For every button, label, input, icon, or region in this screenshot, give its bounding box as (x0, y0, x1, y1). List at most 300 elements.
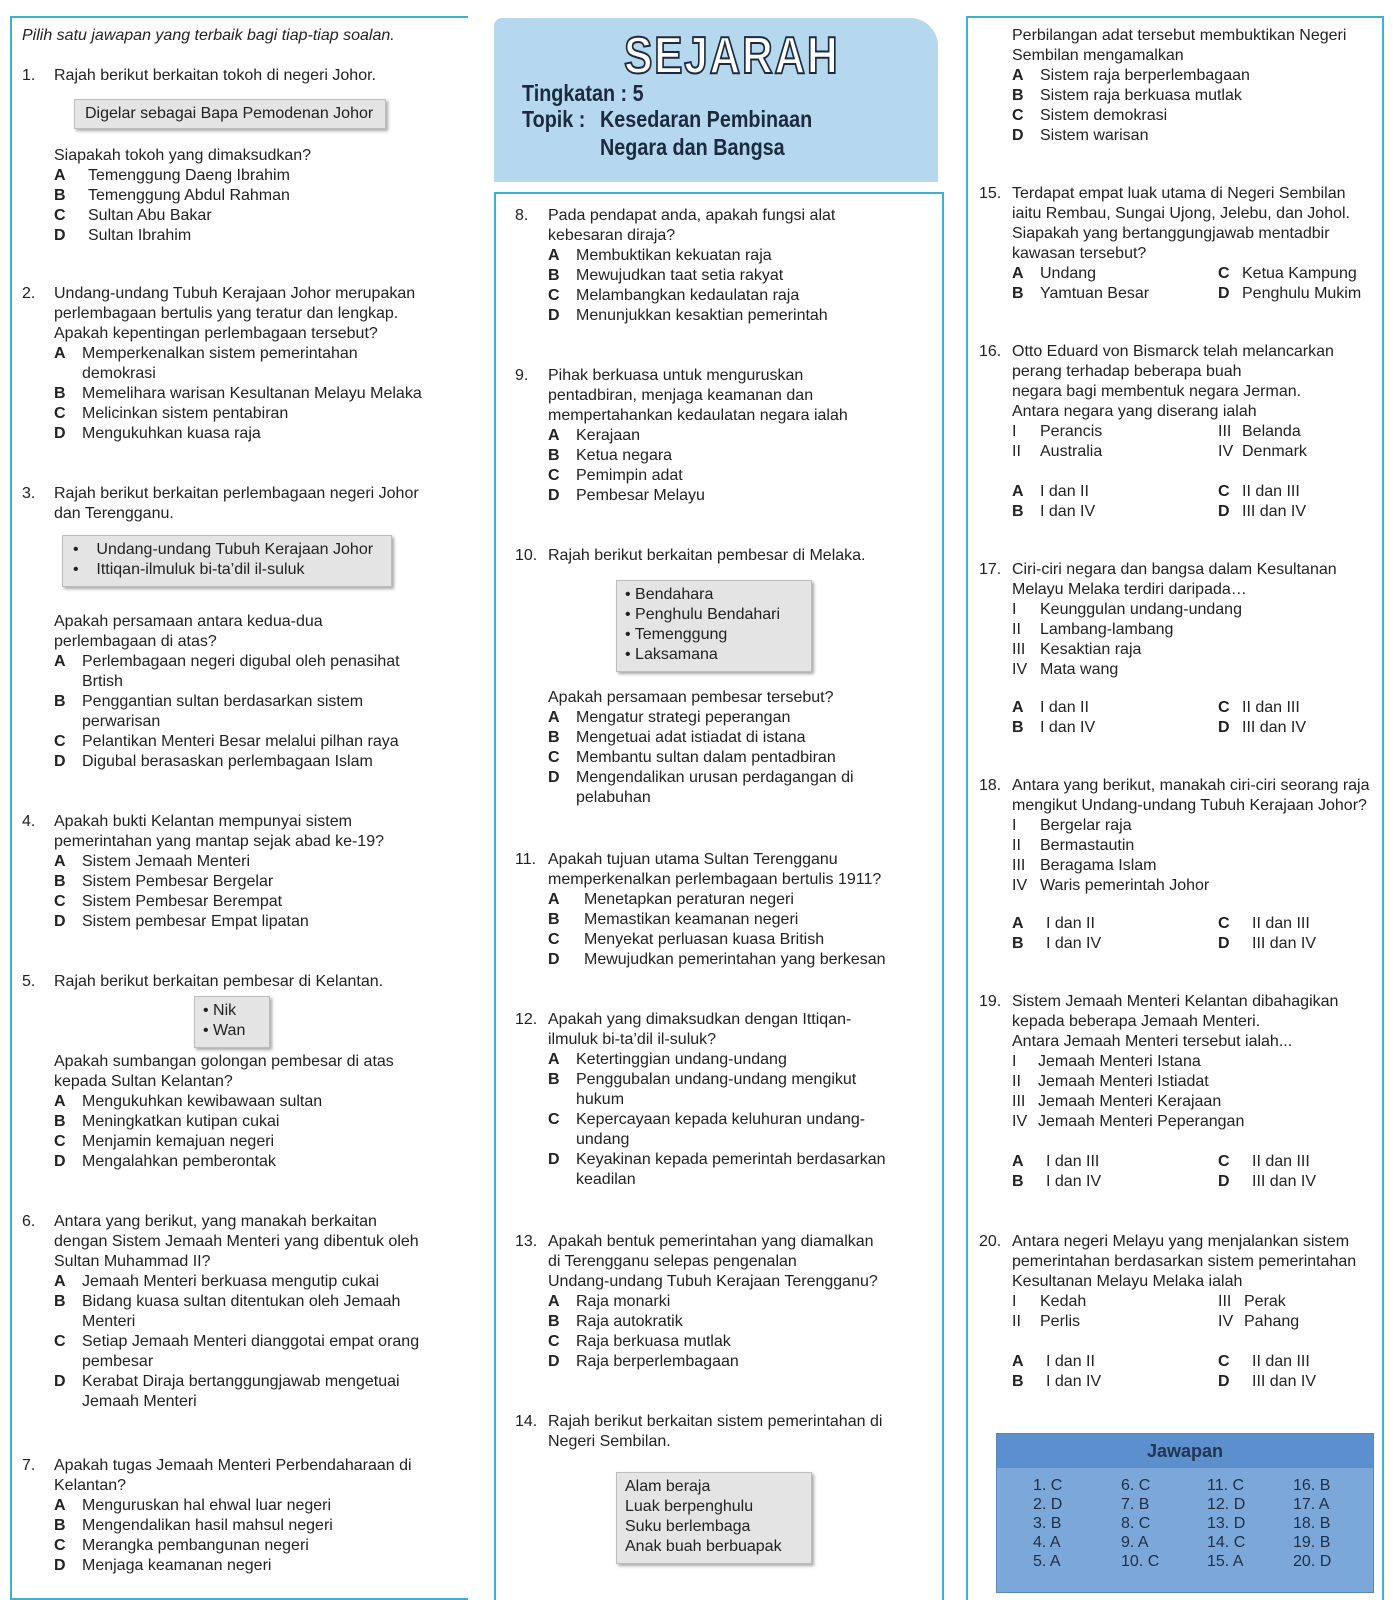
q19-option-b: I dan IV (1046, 1173, 1102, 1190)
q3-number: 3. (22, 485, 36, 502)
q7-option-a: Menguruskan hal ehwal luar negeri (82, 1497, 332, 1514)
answer-item: 11. C (1207, 1477, 1245, 1494)
answer-item: 15. A (1207, 1553, 1244, 1570)
option-letter: C (548, 931, 560, 948)
option-letter: C (1218, 915, 1230, 932)
option-letter: C (548, 287, 560, 304)
option-letter: B (1012, 87, 1024, 104)
q2-option-a-cont: demokrasi (82, 365, 156, 382)
option-letter: B (1012, 285, 1024, 302)
option-letter: A (1012, 1153, 1024, 1170)
q11-stem-2: memperkenalkan perlembagaan bertulis 1911? (548, 871, 882, 888)
q18-item-ii: Bermastautin (1040, 837, 1135, 854)
answer-item: 18. B (1293, 1515, 1331, 1532)
option-letter: A (1012, 699, 1024, 716)
option-letter: B (54, 385, 66, 402)
option-letter: B (548, 447, 560, 464)
roman-numeral: II (1012, 1073, 1021, 1090)
q17-item-iii: Kesaktian raja (1040, 641, 1142, 658)
q5-stem: Rajah berikut berkaitan pembesar di Kelantan. (54, 973, 384, 990)
q11-option-d: Mewujudkan pemerintahan yang berkesan (584, 951, 886, 968)
q1-question: Siapakah tokoh yang dimaksudkan? (54, 147, 312, 164)
q2-option-b: Memelihara warisan Kesultanan Melayu Melaka (82, 385, 422, 402)
q2-option-c: Melicinkan sistem pentabiran (82, 405, 289, 422)
q18-option-a: I dan II (1046, 915, 1095, 932)
q12-option-d-cont: keadilan (576, 1171, 636, 1188)
q2-option-a: Memperkenalkan sistem pemerintahan (82, 345, 358, 362)
option-letter: C (1218, 483, 1230, 500)
answer-item: 10. C (1121, 1553, 1160, 1570)
q12-stem-1: Apakah yang dimaksudkan dengan Ittiqan- (548, 1011, 852, 1028)
answer-item: 17. A (1293, 1496, 1330, 1513)
option-letter: B (548, 911, 560, 928)
option-letter: B (54, 1113, 66, 1130)
tingkatan-label: Tingkatan : 5 (522, 80, 644, 106)
q11-stem-1: Apakah tujuan utama Sultan Terengganu (548, 851, 838, 868)
q1-option-c: Sultan Abu Bakar (88, 207, 212, 224)
q18-item-i: Bergelar raja (1040, 817, 1132, 834)
q4-stem-2: pemerintahan yang mantap sejak abad ke-19? (54, 833, 384, 850)
q6-option-b: Bidang kuasa sultan ditentukan oleh Jemaah (82, 1293, 401, 1310)
option-letter: B (548, 1313, 560, 1330)
q20-option-a: I dan II (1046, 1353, 1095, 1370)
topik-line-1: Kesedaran Pembinaan (600, 106, 813, 132)
option-letter: D (54, 1153, 66, 1170)
roman-numeral: III (1012, 857, 1026, 874)
q14-figure-box (616, 1472, 812, 1564)
q8-option-a: Membuktikan kekuatan raja (576, 247, 772, 264)
q19-stem-2: kepada beberapa Jemaah Menteri. (1012, 1013, 1261, 1030)
roman-numeral: IV (1012, 1113, 1028, 1130)
q8-option-d: Menunjukkan kesaktian pemerintah (576, 307, 828, 324)
q15-number: 15. (979, 185, 1002, 202)
answer-item: 12. D (1207, 1496, 1246, 1513)
q15-option-a: Undang (1040, 265, 1097, 282)
q15-stem-3: Siapakah yang bertanggungjawab mentadbir (1012, 225, 1330, 242)
q1-number: 1. (22, 67, 36, 84)
q8-stem-1: Pada pendapat anda, apakah fungsi alat (548, 207, 836, 224)
option-letter: A (1012, 1353, 1024, 1370)
q16-stem-2: perang terhadap beberapa buah (1012, 363, 1242, 380)
q17-stem-1: Ciri-ciri negara dan bangsa dalam Kesultanan (1012, 561, 1337, 578)
subject-title: SEJARAH (624, 27, 840, 85)
option-letter: C (548, 1333, 560, 1350)
option-letter: D (54, 425, 66, 442)
option-letter: D (548, 769, 560, 786)
answer-item: 5. A (1033, 1553, 1061, 1570)
q3-option-a: Perlembagaan negeri digubal oleh penasihat (82, 653, 400, 670)
roman-numeral: II (1012, 621, 1021, 638)
q10-number: 10. (515, 547, 538, 564)
option-letter: D (548, 307, 560, 324)
option-letter: D (54, 1557, 66, 1574)
q12-option-b-cont: hukum (576, 1091, 625, 1108)
instruction: Pilih satu jawapan yang terbaik bagi tiap-tiap soalan. (22, 27, 395, 44)
q9-stem-3: mempertahankan kedaulatan negara ialah (548, 407, 848, 424)
q18-stem-2: mengikut Undang-undang Tubuh Kerajaan Johor? (1012, 797, 1367, 814)
option-letter: A (1012, 265, 1024, 282)
option-letter: B (1012, 719, 1024, 736)
q15-stem-4: kawasan tersebut? (1012, 245, 1147, 262)
q9-stem-1: Pihak berkuasa untuk menguruskan (548, 367, 804, 384)
q4-option-b: Sistem Pembesar Bergelar (82, 873, 274, 890)
answer-item: 16. B (1293, 1477, 1331, 1494)
option-letter: A (548, 709, 560, 726)
q14-stem-1: Rajah berikut berkaitan sistem pemerintahan di (548, 1413, 883, 1430)
q13-option-b: Raja autokratik (576, 1313, 683, 1330)
option-letter: A (54, 1093, 66, 1110)
answer-item: 8. C (1121, 1515, 1151, 1532)
q19-number: 19. (979, 993, 1002, 1010)
q1-figure-text: Digelar sebagai Bapa Pemodenan Johor (85, 105, 374, 122)
q7-option-c: Merangka pembangunan negeri (82, 1537, 309, 1554)
q4-option-d: Sistem pembesar Empat lipatan (82, 913, 309, 930)
topik-line-2: Negara dan Bangsa (600, 134, 785, 160)
roman-numeral: I (1012, 1293, 1017, 1310)
q9-option-c: Pemimpin adat (576, 467, 683, 484)
q16-option-c: II dan III (1242, 483, 1300, 500)
q13-stem-3: Undang-undang Tubuh Kerajaan Terengganu? (548, 1273, 878, 1290)
q6-option-b-cont: Menteri (82, 1313, 136, 1330)
q17-option-d: III dan IV (1242, 719, 1307, 736)
q14-question-2: Sembilan mengamalkan (1012, 47, 1184, 64)
roman-numeral: III (1012, 1093, 1026, 1110)
roman-numeral: III (1218, 423, 1232, 440)
q15-option-b: Yamtuan Besar (1040, 285, 1150, 302)
q10-question: Apakah persamaan pembesar tersebut? (548, 689, 834, 706)
q3-figure-item-1: Undang-undang Tubuh Kerajaan Johor (96, 541, 374, 558)
q6-option-d-cont: Jemaah Menteri (82, 1393, 197, 1410)
q5-question-2: kepada Sultan Kelantan? (54, 1073, 233, 1090)
option-letter: B (548, 267, 560, 284)
q17-number: 17. (979, 561, 1002, 578)
q20-number: 20. (979, 1233, 1002, 1250)
q10-figure-item: • Bendahara (625, 586, 714, 603)
answer-item: 7. B (1121, 1496, 1150, 1513)
option-letter: C (1218, 699, 1230, 716)
q3-option-c: Pelantikan Menteri Besar melalui pilhan raya (82, 733, 399, 750)
q20-item-i: Kedah (1040, 1293, 1087, 1310)
q16-option-d: III dan IV (1242, 503, 1307, 520)
q15-stem-1: Terdapat empat luak utama di Negeri Sembilan (1012, 185, 1346, 202)
q17-option-b: I dan IV (1040, 719, 1096, 736)
option-letter: A (54, 1273, 66, 1290)
option-letter: D (54, 1373, 66, 1390)
roman-numeral: I (1012, 1053, 1017, 1070)
roman-numeral: IV (1218, 1313, 1234, 1330)
q8-option-c: Melambangkan kedaulatan raja (576, 287, 800, 304)
q3-option-b: Penggantian sultan berdasarkan sistem (82, 693, 364, 710)
option-letter: C (1218, 1353, 1230, 1370)
q11-option-c: Menyekat perluasan kuasa British (584, 931, 825, 948)
q9-option-a: Kerajaan (576, 427, 641, 444)
option-letter: B (1012, 503, 1024, 520)
answer-item: 4. A (1033, 1534, 1061, 1551)
option-letter: B (54, 1293, 66, 1310)
option-letter: B (54, 187, 66, 204)
q6-stem-1: Antara yang berikut, yang manakah berkaitan (54, 1213, 377, 1230)
q6-option-c-cont: pembesar (82, 1353, 154, 1370)
option-letter: C (54, 1333, 66, 1350)
roman-numeral: IV (1012, 661, 1028, 678)
answer-item: 1. C (1033, 1477, 1063, 1494)
q14-option-a: Sistem raja berperlembagaan (1040, 67, 1250, 84)
option-letter: A (548, 1293, 560, 1310)
q14-figure-item: Alam beraja (625, 1478, 711, 1495)
q20-stem-1: Antara negeri Melayu yang menjalankan sistem (1012, 1233, 1350, 1250)
q5-option-b: Meningkatkan kutipan cukai (82, 1113, 280, 1130)
q5-option-a: Mengukuhkan kewibawaan sultan (82, 1093, 323, 1110)
q10-stem: Rajah berikut berkaitan pembesar di Melaka. (548, 547, 866, 564)
q20-item-iii: Perak (1244, 1293, 1286, 1310)
topik-label: Topik : (522, 106, 586, 132)
option-letter: D (54, 227, 66, 244)
q14-stem-2: Negeri Sembilan. (548, 1433, 671, 1450)
answer-item: 6. C (1121, 1477, 1151, 1494)
option-letter: A (1012, 483, 1024, 500)
q4-stem-1: Apakah bukti Kelantan mempunyai sistem (54, 813, 352, 830)
q5-question-1: Apakah sumbangan golongan pembesar di atas (54, 1053, 394, 1070)
q1-option-d: Sultan Ibrahim (88, 227, 192, 244)
option-letter: D (1218, 935, 1230, 952)
q3-figure-box: • Undang-undang Tubuh Kerajaan Johor • Ittiqan-ilmuluk bi-ta’dil il-suluk (62, 535, 392, 587)
q5-figure-item-1: • Nik (203, 1002, 237, 1019)
q6-stem-3: Sultan Muhammad II? (54, 1253, 211, 1270)
q13-option-d: Raja berperlembagaan (576, 1353, 739, 1370)
q12-stem-2: ilmuluk bi-ta’dil il-suluk? (548, 1031, 717, 1048)
q7-option-b: Mengendalikan hasil mahsul negeri (82, 1517, 333, 1534)
q10-option-c: Membantu sultan dalam pentadbiran (576, 749, 836, 766)
option-letter: C (54, 1537, 66, 1554)
roman-numeral: IV (1218, 443, 1234, 460)
column-left (10, 16, 468, 1600)
option-letter: D (548, 1151, 560, 1168)
q12-number: 12. (515, 1011, 538, 1028)
q7-number: 7. (22, 1457, 36, 1474)
q15-stem-2: iaitu Rembau, Sungai Ujong, Jelebu, dan Johol. (1012, 205, 1350, 222)
q20-option-b: I dan IV (1046, 1373, 1102, 1390)
option-letter: A (54, 345, 66, 362)
q12-option-c-cont: undang (576, 1131, 630, 1148)
q19-stem-1: Sistem Jemaah Menteri Kelantan dibahagikan (1012, 993, 1339, 1010)
q1-option-b: Temenggung Abdul Rahman (88, 187, 290, 204)
option-letter: A (54, 167, 66, 184)
option-letter: D (548, 487, 560, 504)
option-letter: C (548, 467, 560, 484)
q3-question-2: perlembagaan di atas? (54, 633, 217, 650)
q10-figure-item: • Temenggung (625, 626, 728, 643)
option-letter: C (1218, 1153, 1230, 1170)
q16-option-b: I dan IV (1040, 503, 1096, 520)
answer-key (996, 1433, 1374, 1593)
q16-stem-4: Antara negara yang diserang ialah (1012, 403, 1257, 420)
q20-option-d: III dan IV (1252, 1373, 1317, 1390)
q15-option-c: Ketua Kampung (1242, 265, 1357, 282)
q8-option-b: Mewujudkan taat setia rakyat (576, 267, 784, 284)
option-letter: B (1012, 1173, 1024, 1190)
q1-option-a: Temenggung Daeng Ibrahim (88, 167, 290, 184)
q17-item-iv: Mata wang (1040, 661, 1119, 678)
q20-option-c: II dan III (1252, 1353, 1310, 1370)
option-letter: C (54, 1133, 66, 1150)
option-letter: A (54, 1497, 66, 1514)
q17-option-a: I dan II (1040, 699, 1089, 716)
q11-option-b: Memastikan keamanan negeri (584, 911, 799, 928)
roman-numeral: III (1012, 641, 1026, 658)
q5-option-c: Menjamin kemajuan negeri (82, 1133, 275, 1150)
q7-stem-1: Apakah tugas Jemaah Menteri Perbendaharaan di (54, 1457, 412, 1474)
q19-item-i: Jemaah Menteri Istana (1038, 1053, 1201, 1070)
q9-number: 9. (515, 367, 529, 384)
q7-option-d: Menjaga keamanan negeri (82, 1557, 272, 1574)
option-letter: C (1012, 107, 1024, 124)
answer-item: 3. B (1033, 1515, 1062, 1532)
q5-figure-item-2: • Wan (203, 1022, 246, 1039)
q19-option-a: I dan III (1046, 1153, 1100, 1170)
roman-numeral: II (1012, 1313, 1021, 1330)
q16-stem-1: Otto Eduard von Bismarck telah melancarkan (1012, 343, 1334, 360)
q5-number: 5. (22, 973, 36, 990)
roman-numeral: I (1012, 601, 1017, 618)
option-letter: C (54, 405, 66, 422)
roman-numeral: I (1012, 423, 1017, 440)
roman-numeral: IV (1012, 877, 1028, 894)
q16-option-a: I dan II (1040, 483, 1089, 500)
q10-option-d-cont: pelabuhan (576, 789, 651, 806)
q10-option-d: Mengendalikan urusan perdagangan di (576, 769, 854, 786)
q10-option-a: Mengatur strategi peperangan (576, 709, 791, 726)
option-letter: D (1218, 285, 1230, 302)
q19-stem-3: Antara Jemaah Menteri tersebut ialah... (1012, 1033, 1293, 1050)
option-letter: B (548, 1071, 560, 1088)
q16-item-ii: Australia (1040, 443, 1103, 460)
option-letter: B (1012, 1373, 1024, 1390)
q19-item-ii: Jemaah Menteri Istiadat (1038, 1073, 1209, 1090)
q5-option-d: Mengalahkan pemberontak (82, 1153, 276, 1170)
option-letter: B (54, 693, 66, 710)
answer-item: 9. A (1121, 1534, 1149, 1551)
q3-stem-2: dan Terengganu. (54, 505, 174, 522)
answer-item: 19. B (1293, 1534, 1331, 1551)
q12-option-a: Ketertinggian undang-undang (576, 1051, 787, 1068)
option-letter: A (54, 653, 66, 670)
q18-item-iii: Beragama Islam (1040, 857, 1157, 874)
q3-question-1: Apakah persamaan antara kedua-dua (54, 613, 323, 630)
option-letter: B (54, 873, 66, 890)
option-letter: C (54, 733, 66, 750)
q12-option-c: Kepercayaan kepada keluhuran undang- (576, 1111, 866, 1128)
option-letter: A (1012, 67, 1024, 84)
q20-item-iv: Pahang (1244, 1313, 1300, 1330)
option-letter: A (548, 427, 560, 444)
q6-option-d: Kerabat Diraja bertanggungjawab mengetuai (82, 1373, 400, 1390)
q14-figure-item: Anak buah berbuapak (625, 1538, 782, 1555)
q16-stem-3: negara bagi membentuk negara Jerman. (1012, 383, 1302, 400)
q12-option-d: Keyakinan kepada pemerintah berdasarkan (576, 1151, 886, 1168)
q6-option-a: Jemaah Menteri berkuasa mengutip cukai (82, 1273, 380, 1290)
option-letter: A (548, 1051, 560, 1068)
option-letter: C (54, 207, 66, 224)
q17-stem-2: Melayu Melaka terdiri daripada… (1012, 581, 1247, 598)
q4-option-c: Sistem Pembesar Berempat (82, 893, 283, 910)
q9-option-b: Ketua negara (576, 447, 673, 464)
answer-item: 2. D (1033, 1496, 1063, 1513)
q9-stem-2: pentadbiran, menjaga keamanan dan (548, 387, 814, 404)
q16-item-iii: Belanda (1242, 423, 1301, 440)
roman-numeral: III (1218, 1293, 1232, 1310)
q2-option-d: Mengukuhkan kuasa raja (82, 425, 261, 442)
q16-item-i: Perancis (1040, 423, 1103, 440)
option-letter: D (1218, 1173, 1230, 1190)
q13-stem-1: Apakah bentuk pemerintahan yang diamalkan (548, 1233, 874, 1250)
q2-stem-2: perlembagaan bertulis yang teratur dan lengkap. (54, 305, 399, 322)
q14-figure-item: Luak berpenghulu (625, 1498, 754, 1515)
q6-stem-2: dengan Sistem Jemaah Menteri yang dibentuk oleh (54, 1233, 419, 1250)
q2-stem-1: Undang-undang Tubuh Kerajaan Johor merupakan (54, 285, 416, 302)
q1-figure-box (74, 99, 386, 129)
q2-number: 2. (22, 285, 36, 302)
q18-number: 18. (979, 777, 1002, 794)
answer-item: 13. D (1207, 1515, 1246, 1532)
q17-item-i: Keunggulan undang-undang (1040, 601, 1242, 618)
q7-stem-2: Kelantan? (54, 1477, 127, 1494)
q15-option-d: Penghulu Mukim (1242, 285, 1362, 302)
q2-question: Apakah kepentingan perlembagaan tersebut? (54, 325, 378, 342)
option-letter: B (1012, 935, 1024, 952)
option-letter: B (548, 729, 560, 746)
option-letter: D (548, 951, 560, 968)
q13-option-c: Raja berkuasa mutlak (576, 1333, 731, 1350)
option-letter: A (548, 247, 560, 264)
q13-stem-2: di Terengganu selepas pengenalan (548, 1253, 797, 1270)
option-letter: A (1012, 915, 1024, 932)
q8-number: 8. (515, 207, 529, 224)
answer-item: 14. C (1207, 1534, 1246, 1551)
option-letter: D (1218, 1373, 1230, 1390)
q14-number: 14. (515, 1413, 538, 1430)
q18-stem-1: Antara yang berikut, manakah ciri-ciri seorang raja (1012, 777, 1370, 794)
q17-option-c: II dan III (1242, 699, 1300, 716)
q10-figure-item: • Laksamana (625, 646, 718, 663)
answer-item: 20. D (1293, 1553, 1332, 1570)
q1-stem: Rajah berikut berkaitan tokoh di negeri Johor. (54, 67, 376, 84)
q8-stem-2: kebesaran diraja? (548, 227, 676, 244)
q4-number: 4. (22, 813, 36, 830)
q10-figure-box (616, 580, 812, 672)
q11-option-a: Menetapkan peraturan negeri (584, 891, 794, 908)
option-letter: D (1218, 719, 1230, 736)
q6-number: 6. (22, 1213, 36, 1230)
q3-option-d: Digubal berasaskan perlembagaan Islam (82, 753, 373, 770)
q10-figure-item: • Penghulu Bendahari (625, 606, 781, 623)
q16-number: 16. (979, 343, 1002, 360)
option-letter: A (54, 853, 66, 870)
q3-option-a-cont: Brtish (82, 673, 123, 690)
option-letter: D (54, 753, 66, 770)
q3-stem-1: Rajah berikut berkaitan perlembagaan negeri Johor (54, 485, 419, 502)
option-letter: C (548, 749, 560, 766)
q18-option-c: II dan III (1252, 915, 1310, 932)
q14-option-d: Sistem warisan (1040, 127, 1149, 144)
q19-item-iv: Jemaah Menteri Peperangan (1038, 1113, 1245, 1130)
q12-option-b: Penggubalan undang-undang mengikut (576, 1071, 857, 1088)
q14-question-1: Perbilangan adat tersebut membuktikan Negeri (1012, 27, 1347, 44)
q6-option-c: Setiap Jemaah Menteri dianggotai empat orang (82, 1333, 420, 1350)
q5-figure-box (194, 996, 270, 1048)
roman-numeral: II (1012, 443, 1021, 460)
option-letter: C (548, 1111, 560, 1128)
q4-option-a: Sistem Jemaah Menteri (82, 853, 251, 870)
